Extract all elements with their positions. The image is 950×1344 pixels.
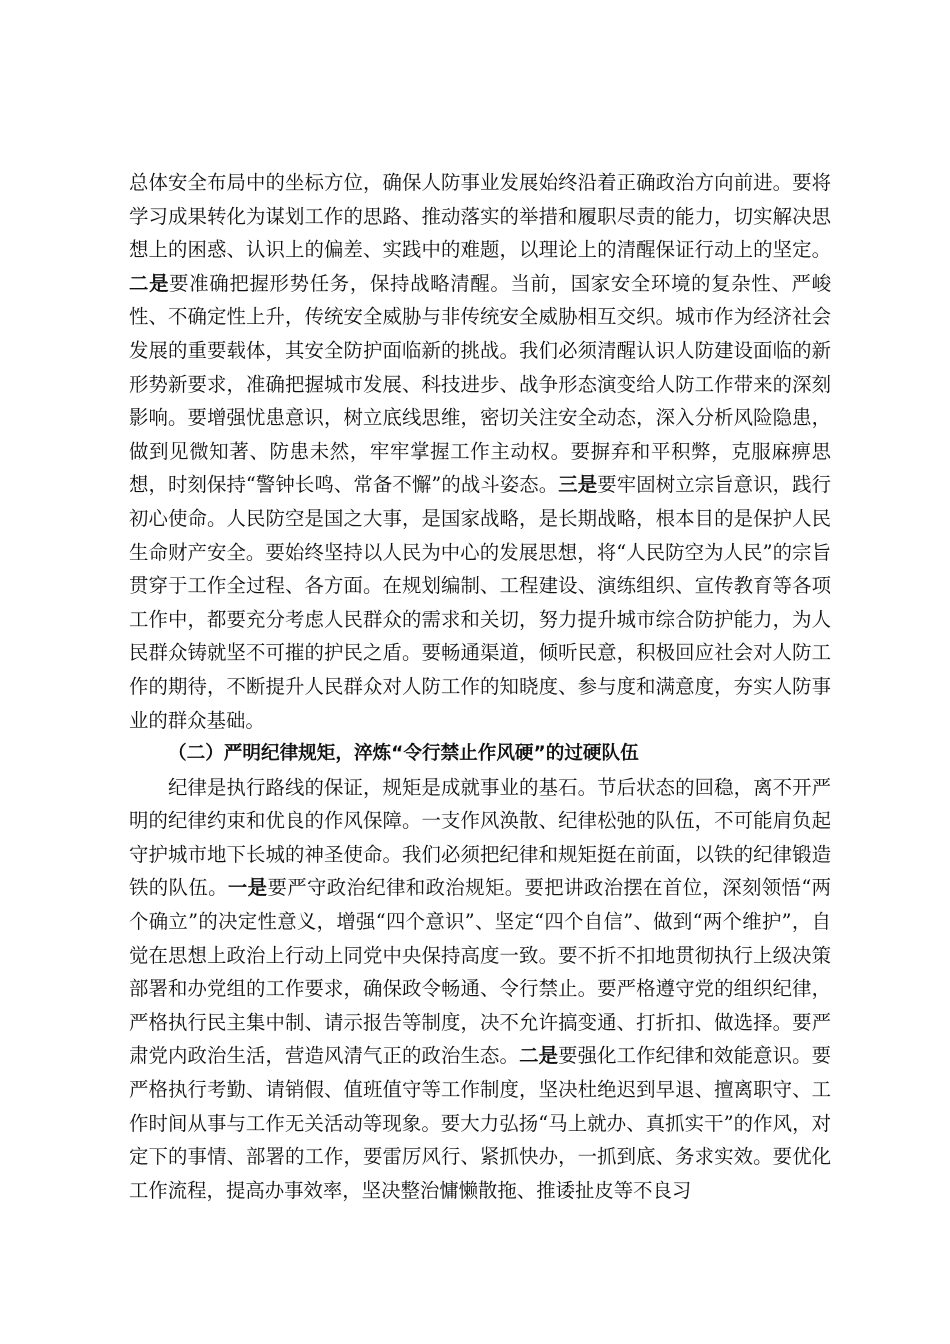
bold-marker-two: 二是 <box>129 271 170 295</box>
paragraph-text: 要牢固树立宗旨意识，践行初心使命。人民防空是国之大事，是国家战略，是长期战略，根本目的是保护人民生命财产安全。要始终坚持以人民为中心的发展思想，将“人民防空为人民”的宗旨贯穿于工作全过程、各方面。在规划编制、工程建设、演练组织、宣传教育等各项工作中，都要充分考虑人民群众的需求和关切，努力提升城市综合防护能力，为人民群众铸就坚不可摧的护民之盾。要畅通渠道，倾听民意，积极回应社会对人防工作的期待，不断提升人民群众对人防工作的知晓度、参与度和满意度，夯实人防事业的群众基础。 <box>129 473 832 732</box>
paragraph-discipline <box>129 771 831 1208</box>
paragraph-continued <box>129 166 831 737</box>
paragraph-text: 要强化工作纪律和效能意识。要严格执行考勤、请销假、值班值守等工作制度，坚决杜绝迟到早退、擅离职守、工作时间从事与工作无关活动等现象。要大力弘扬“马上就办、真抓实干”的作风，对定下的事情、部署的工作，要雷厉风行、紧抓快办，一抓到底、务求实效。要优化工作流程，提高办事效率，坚决整治慵懒散拖、推诿扯皮等不良习 <box>129 1044 832 1202</box>
bold-marker-one: 一是 <box>227 876 268 900</box>
document-page <box>129 166 831 1207</box>
section-heading: （二）严明纪律规矩，淬炼“令行禁止作风硬”的过硬队伍 <box>168 743 639 765</box>
paragraph-text: 要准确把握形势任务，保持战略清醒。当前，国家安全环境的复杂性、严峻性、不确定性上升，传统安全威胁与非传统安全威胁相互交织。城市作为经济社会发展的重要载体，其安全防护面临新的挑战。我们必须清醒认识人防建设面临的新形势新要求，准确把握城市发展、科技进步、战争形态演变给人防工作带来的深刻影响。要增强忧患意识，树立底线思维，密切关注安全动态，深入分析风险隐患，做到见微知著、防患未然，牢牢掌握工作主动权。要摒弃和平积弊，克服麻痹思想，时刻保持“警钟长鸣、常备不懈”的战斗姿态。 <box>129 271 832 497</box>
paragraph-text: 要严守政治纪律和政治规矩。要把讲政治摆在首位，深刻领悟“两个确立”的决定性意义，增强“四个意识”、坚定“四个自信”、做到“两个维护”，自觉在思想上政治上行动上同党中央保持高度一致。要不折不扣地贯彻执行上级决策部署和办党组的工作要求，确保政令畅通、令行禁止。要严格遵守党的组织纪律，严格执行民主集中制、请示报告等制度，决不允许搞变通、打折扣、做选择。要严肃党内政治生活，营造风清气正的政治生态。 <box>129 876 832 1068</box>
bold-marker-three: 三是 <box>558 473 598 497</box>
bold-marker-two: 二是 <box>519 1044 559 1068</box>
paragraph-text: 纪律是执行路线的保证，规矩是成就事业的基石。节后状态的回稳，离不开严明的纪律约束和优良的作风保障。一支作风涣散、纪律松弛的队伍，不可能肩负起守护城市地下长城的神圣使命。我们必须把纪律和规矩挺在前面，以铁的纪律锻造铁的队伍。 <box>129 775 831 900</box>
paragraph-text: 总体安全布局中的坐标方位，确保人防事业发展始终沿着正确政治方向前进。要将学习成果转化为谋划工作的思路、推动落实的举措和履职尽责的能力，切实解决思想上的困惑、认识上的偏差、实践中的难题，以理论上的清醒保证行动上的坚定。 <box>129 171 831 262</box>
